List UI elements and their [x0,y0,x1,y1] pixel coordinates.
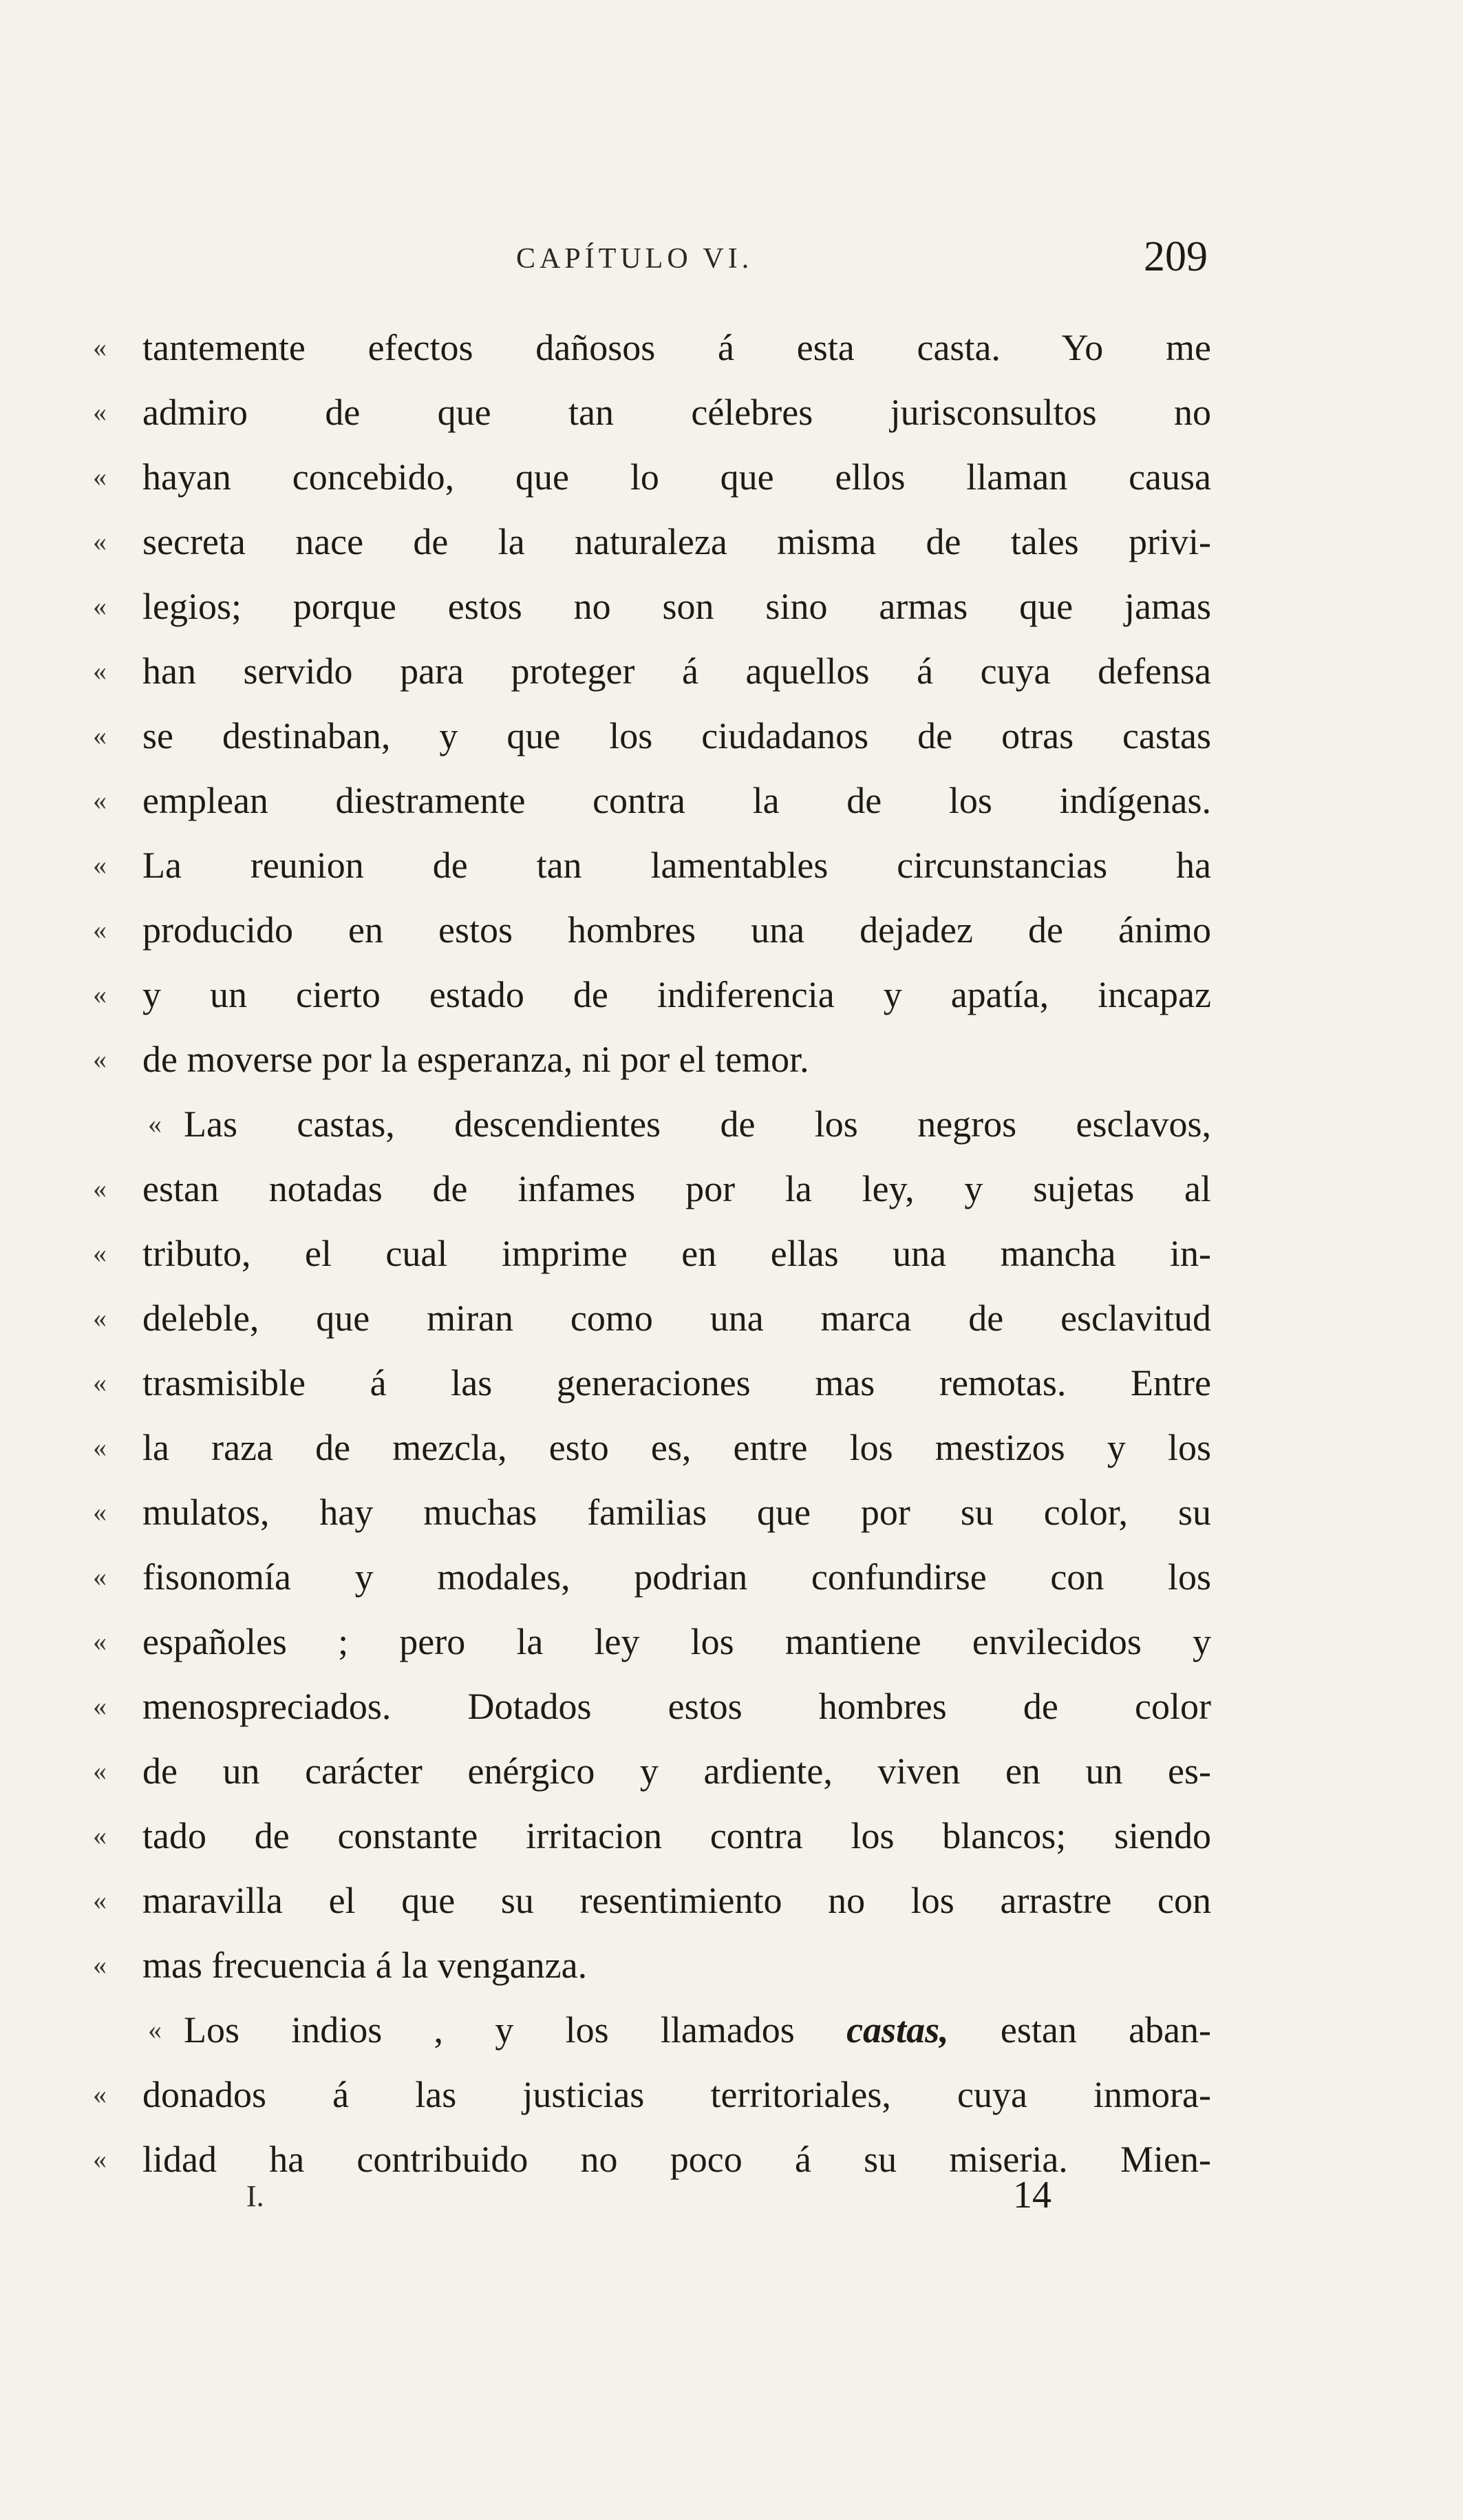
line-text: trasmisible á las generaciones mas remotas. Entre [142,1362,1211,1404]
body-text [93,315,1211,2192]
quote-mark: « [93,1626,107,1657]
line-text: secreta nace de la naturaleza misma de tales privi- [142,521,1211,562]
text-line [93,703,1211,768]
line-text: se destinaban, y que los ciudadanos de otras castas [142,715,1211,756]
running-head: CAPÍTULO VI. [516,243,754,275]
text-line [93,898,1211,962]
line-text: maravilla el que su resentimiento no los arrastre con [142,1880,1211,1921]
text-line [93,2062,1211,2127]
quote-mark: « [93,720,107,751]
line-text: producido en estos hombres una dejadez de ánimo [142,909,1211,951]
quote-mark: « [93,914,107,945]
text-line [93,380,1211,445]
quote-mark: « [93,1302,107,1333]
quote-mark: « [93,785,107,816]
quote-mark: « [93,461,107,492]
text-line [93,1674,1211,1739]
line-text: La reunion de tan lamentables circunstancias ha [142,845,1211,886]
quote-mark: « [93,1238,107,1269]
quote-mark: « [93,1367,107,1398]
line-text: donados á las justicias territoriales, cuya inmora- [142,2074,1211,2115]
text-line [93,768,1211,833]
text-line [93,639,1211,703]
line-text: admiro de que tan célebres jurisconsultos no [142,392,1211,433]
text-line [93,1545,1211,1609]
quote-mark: « [93,1173,107,1204]
quote-mark: « [93,1044,107,1074]
quote-mark: « [93,526,107,557]
text-line [93,1221,1211,1286]
line-text: tributo, el cual imprime en ellas una mancha in- [142,1233,1211,1274]
line-text: lidad ha contribuido no poco á su miseria. Mien- [142,2139,1211,2180]
line-text: de un carácter enérgico y ardiente, viven en un es- [142,1750,1211,1792]
quote-mark: « [93,396,107,427]
line-text: y un cierto estado de indiferencia y apatía, incapaz [142,974,1211,1015]
line-text: legios; porque estos no son sino armas que jamas [142,586,1211,627]
text-line [93,1480,1211,1545]
text-line [93,1609,1211,1674]
line-text: españoles ; pero la ley los mantiene envilecidos y [142,1621,1211,1662]
quote-mark: « [93,849,107,880]
line-text: tantemente efectos dañosos á esta casta. Yo me [142,327,1211,368]
line-text: menospreciados. Dotados estos hombres de color [142,1686,1211,1727]
paragraph-first-line [93,1998,1211,2062]
quote-mark: « [93,1755,107,1786]
text-line [93,574,1211,639]
text-line [93,1933,1211,1998]
quote-mark: « [93,1432,107,1463]
text-line [93,1156,1211,1221]
text-line [93,1286,1211,1351]
line-text: tado de constante irritacion contra los blancos; siendo [142,1815,1211,1856]
quote-mark: « [93,332,107,363]
line-text: fisonomía y modales, podrian confundirse con los [142,1556,1211,1598]
line-text: Las castas, descendientes de los negros esclavos, [184,1103,1211,1145]
text-line [93,962,1211,1027]
quote-mark: « [93,1885,107,1916]
line-text: hayan concebido, que lo que ellos llaman causa [142,456,1211,498]
quote-mark: « [93,2079,107,2110]
line-text: la raza de mezcla, esto es, entre los mestizos y los [142,1427,1211,1468]
text-line [93,509,1211,574]
text-line [93,1868,1211,1933]
quote-mark: « [93,1496,107,1527]
text-line [93,445,1211,509]
signature-mark: 14 [1013,2174,1051,2216]
text-line [93,1803,1211,1868]
page-header [516,233,1208,295]
text-line [93,1739,1211,1803]
quote-mark: « [93,1820,107,1851]
text-line [93,1351,1211,1415]
line-text: de moverse por la esperanza, ni por el temor. [142,1039,809,1080]
text-line [93,1027,1211,1092]
quote-mark: « [93,1561,107,1592]
line-text: han servido para proteger á aquellos á cuya defensa [142,650,1211,692]
paragraph-first-line [93,1092,1211,1156]
quote-mark: « [93,2143,107,2174]
quote-mark: « [93,1949,107,1980]
line-text: estan notadas de infames por la ley, y sujetas al [142,1168,1211,1209]
line-text [184,1998,1211,2062]
line-text: mulatos, hay muchas familias que por su color, su [142,1492,1211,1533]
quote-mark: « [93,591,107,622]
page-number: 209 [1144,233,1208,280]
volume-signature: I. [246,2179,264,2213]
quote-mark: « [93,655,107,686]
emphasized-word: castas, [846,2009,949,2051]
text-line [93,1415,1211,1480]
quote-mark: « [93,979,107,1010]
line-text: emplean diestramente contra la de los indígenas. [142,780,1211,821]
text-line [93,833,1211,898]
quote-mark: « [93,1691,107,1722]
text-line [93,315,1211,380]
quote-mark: « [148,1108,162,1139]
quote-mark: « [148,2014,162,2045]
line-text: deleble, que miran como una marca de esclavitud [142,1298,1211,1339]
line-text-after: estan aban- [1000,2009,1211,2051]
page-footer [246,2174,1051,2227]
line-text: mas frecuencia á la venganza. [142,1945,588,1986]
line-text-before: Los indios , y los llamados [184,2009,795,2051]
